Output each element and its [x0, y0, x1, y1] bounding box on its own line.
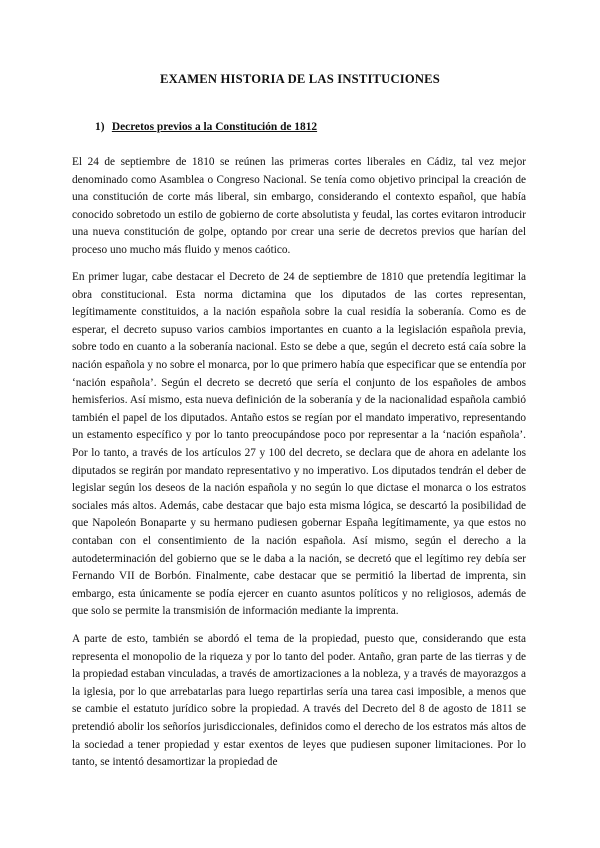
- section-number: 1): [95, 121, 105, 133]
- section-heading: [95, 121, 317, 133]
- paragraph-2: En primer lugar, cabe destacar el Decreto de 24 de septiembre de 1810 que pretendía legitimar la obra constitucional. Esta norma dictamina que los diputados de las cortes representan, legítimamente constituidos, a la nación española sobre la cual residía la soberanía. Como es de esperar, el decreto supuso varios cambios importantes en cuanto a la legislación española previa, sobre todo en cuanto a la soberanía nacional. Esto se debe a que, según el decreto está caía sobre la nación española y no sobre el monarca, por lo que primero había que especificar que se entendía por ‘nación española’. Según el decreto se decretó que sería el conjunto de los españoles de ambos hemisferios. Así mismo, esta nueva definición de la soberanía y de la nacionalidad española cambió también el papel de los diputados. Antaño estos se regían por el mandato imperativo, representando un estamento específico y por lo tanto preocupándose poco por representar a la ‘nación española’. Por lo tanto, a través de los artículos 27 y 100 del decreto, se declara que de ahora en adelante los diputados se regirán por mandato representativo y no imperativo. Los diputados tendrán el deber de legislar según los deseos de la nación española y no según lo que dictase el monarca o los estratos sociales más altos. Además, cabe destacar que bajo esta misma lógica, se descartó la posibilidad de que Napoleón Bonaparte y su hermano pudiesen gobernar España legítimamente, ya que estos no contaban con el consentimiento de la nación española. Así mismo, según el derecho a la autodeterminación del gobierno que se le daba a la nación, se decretó que el legítimo rey debía ser Fernando VII de Borbón. Finalmente, cabe destacar que se permitió la libertad de imprenta, sin embargo, esta únicamente se podía ejercer en cuanto asuntos políticos y no religiosos, además de que solo se permite la transmisión de información mediante la imprenta.: [72, 271, 526, 618]
- section-title: Decretos previos a la Constitución de 1812: [111, 121, 318, 133]
- document-title: EXAMEN HISTORIA DE LAS INSTITUCIONES: [160, 72, 440, 86]
- paragraph-3: A parte de esto, también se abordó el tema de la propiedad, puesto que, considerando que esta representa el monopolio de la riqueza y por lo tanto del poder. Antaño, gran parte de las tierras y de la propiedad estaban vinculadas, a través de amortizaciones a la nobleza, y a través de mayorazgos a la iglesia, por lo que arrebatarlas para luego repartirlas sería una tarea casi imposible, a menos que se cambie el estatuto jurídico sobre la propiedad. A través del Decreto del 8 de agosto de 1811 se pretendió abolir los señoríos jurisdiccionales, definidos como el derecho de los estratos más altos de la sociedad a tener propiedad y estar exentos de leyes que pudiesen suponer limitaciones. Por lo tanto, se intentó desamortizar la propiedad de: [72, 633, 526, 769]
- paragraph-1: El 24 de septiembre de 1810 se reúnen las primeras cortes liberales en Cádiz, tal vez mejor denominado como Asamblea o Congreso Nacional. Se tenía como objetivo principal la creación de una constitución de corte más liberal, sin embargo, considerando el contexto español, que había conocido sobretodo un estilo de gobierno de corte absolutista y feudal, las cortes evitaron introducir una nueva constitución de golpe, optando por crear una serie de decretos previos que harían del proceso uno mucho más fluido y menos caótico.: [72, 156, 526, 256]
